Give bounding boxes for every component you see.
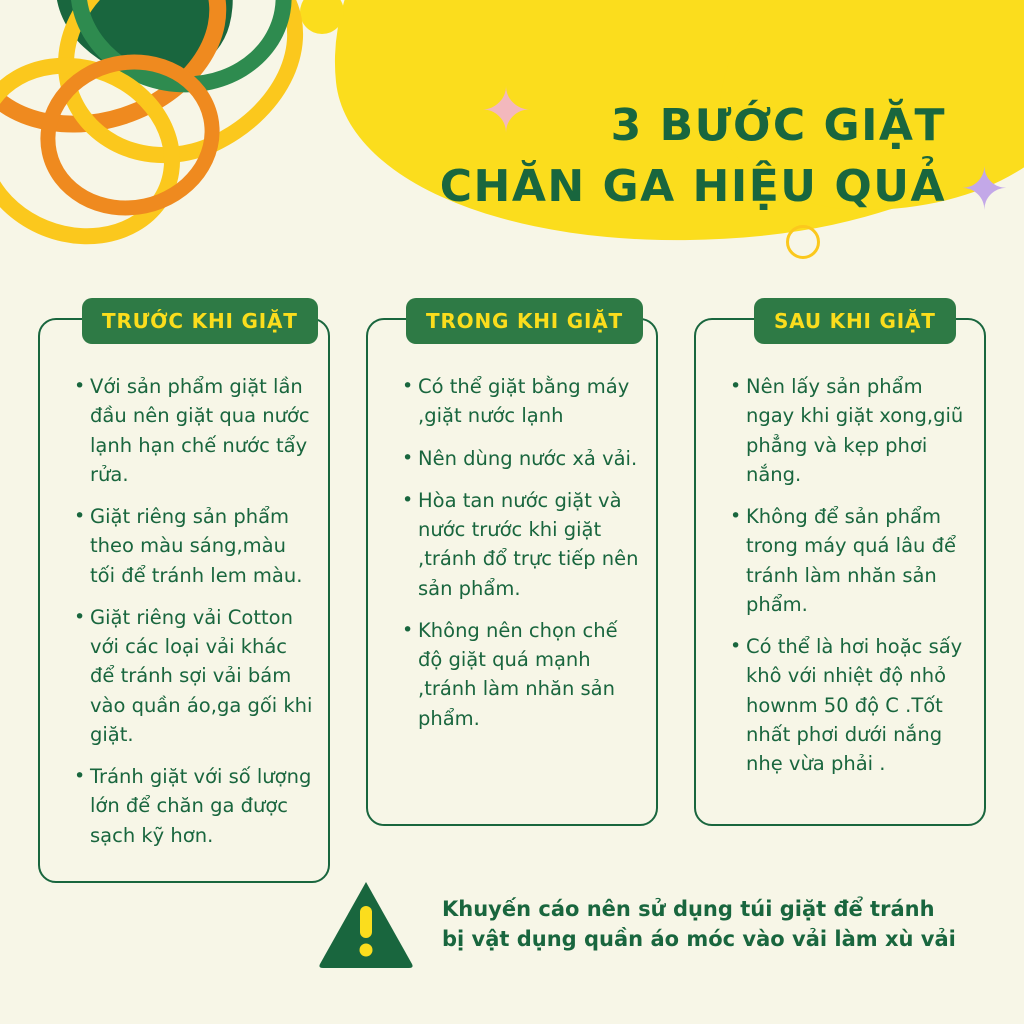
- step-card-body: [38, 318, 330, 883]
- step-points-list: [378, 372, 642, 733]
- list-item: • Tránh giặt với số lượng lớn để chăn ga được sạch kỹ hơn.: [76, 762, 314, 850]
- footer-text-line-2: bị vật dụng quần áo móc vào vải làm xù vải: [442, 927, 956, 951]
- step-card-header: SAU KHI GIẶT: [754, 298, 956, 344]
- list-item: • Không để sản phẩm trong máy quá lâu để tránh làm nhăn sản phẩm.: [732, 502, 970, 619]
- page-title-line-2: CHĂN GA HIỆU QUẢ: [439, 160, 946, 212]
- list-item: • Có thể là hơi hoặc sấy khô với nhiệt độ nhỏ hownm 50 độ C .Tốt nhất phơi dưới nắng nhẹ vừa phải .: [732, 632, 970, 778]
- sparkle-icon-purple: ✦: [960, 155, 1009, 223]
- footer-note: [318, 880, 1008, 968]
- list-item: • Với sản phẩm giặt lần đầu nên giặt qua nước lạnh hạn chế nước tẩy rửa.: [76, 372, 314, 489]
- sparkle-icon-pink: ✦: [480, 74, 532, 147]
- page-title-line-1: 3 BƯỚC GIẶT: [610, 100, 946, 151]
- list-item: • Giặt riêng vải Cotton với các loại vải khác để tránh sợi vải bám vào quần áo,ga gối khi giặt.: [76, 603, 314, 749]
- step-card-before-wash: [38, 309, 330, 883]
- circle-outline-shape: [786, 225, 820, 259]
- footer-text: [442, 894, 956, 955]
- list-item: • Không nên chọn chế độ giặt quá mạnh ,tránh làm nhăn sản phẩm.: [404, 616, 642, 733]
- step-points-list: [50, 372, 314, 850]
- footer-text-line-1: Khuyến cáo nên sử dụng túi giặt để tránh: [442, 896, 935, 921]
- step-card-body: [366, 318, 658, 826]
- step-card-after-wash: [694, 309, 986, 883]
- list-item: • Giặt riêng sản phẩm theo màu sáng,màu tối để tránh lem màu.: [76, 502, 314, 590]
- step-card-header: TRONG KHI GIẶT: [406, 298, 643, 344]
- steps-container: [38, 309, 986, 883]
- list-item: • Có thể giặt bằng máy ,giặt nước lạnh: [404, 372, 642, 431]
- warning-triangle-icon: [318, 880, 414, 968]
- step-card-header: TRƯỚC KHI GIẶT: [82, 298, 318, 344]
- list-item: • Hòa tan nước giặt và nước trước khi giặt ,tránh đổ trực tiếp nên sản phẩm.: [404, 486, 642, 603]
- step-card-body: [694, 318, 986, 826]
- step-card-during-wash: [366, 309, 658, 883]
- step-points-list: [706, 372, 970, 778]
- list-item: • Nên lấy sản phẩm ngay khi giặt xong,giũ phẳng và kẹp phơi nắng.: [732, 372, 970, 489]
- list-item: • Nên dùng nước xả vải.: [404, 444, 642, 473]
- page-title: [0, 96, 1024, 223]
